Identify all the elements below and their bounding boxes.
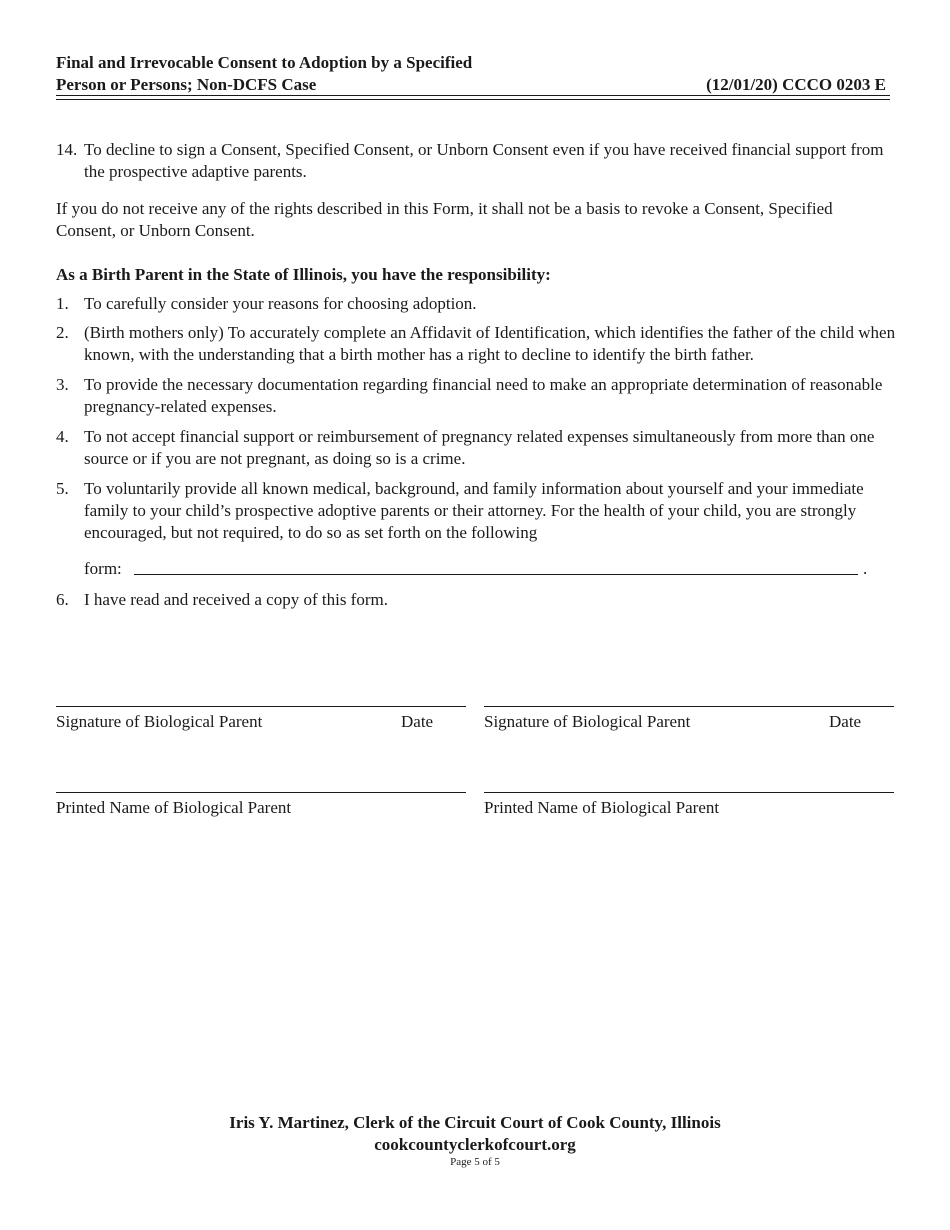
form-field-label: form:	[84, 559, 122, 578]
item-number: 5.	[56, 479, 69, 498]
item-text: To carefully consider your reasons for choosing adoption.	[84, 294, 477, 313]
item-text: (Birth mothers only) To accurately complete an Affidavit of Identification, which identifies the father of the child when known, with the understanding that a birth mother has a right to decline to identify the birth father.	[84, 323, 896, 364]
item-number: 4.	[56, 427, 69, 446]
signature-label-right: Signature of Biological Parent	[484, 712, 691, 731]
item-number: 1.	[56, 294, 69, 313]
form-code: (12/01/20) CCCO 0203 E	[706, 75, 886, 94]
date-label-right: Date	[829, 712, 862, 731]
responsibility-item-6	[56, 589, 896, 611]
signature-label-left: Signature of Biological Parent	[56, 712, 263, 731]
header-rule-bottom	[56, 99, 890, 100]
responsibility-item-3	[56, 374, 896, 418]
responsibility-item-4	[56, 426, 896, 470]
item-text: To provide the necessary documentation regarding financial need to make an appropriate determination of reasonable pregnancy-related expenses.	[84, 375, 883, 416]
rights-item-14	[56, 139, 896, 183]
form-field-period: .	[863, 559, 868, 578]
footer-website: cookcountyclerkofcourt.org	[374, 1135, 576, 1154]
form-title-line1: Final and Irrevocable Consent to Adoption by a Specified	[56, 53, 473, 72]
responsibility-item-2	[56, 322, 896, 366]
responsibilities-heading: As a Birth Parent in the State of Illinois, you have the responsibility:	[56, 265, 551, 284]
printed-name-line-left[interactable]	[56, 792, 466, 793]
item-number: 6.	[56, 590, 69, 609]
item-text: To not accept financial support or reimbursement of pregnancy related expenses simultaneously from more than one source or if you are not pregnant, as doing so is a crime.	[84, 427, 875, 468]
document-header	[56, 52, 890, 96]
responsibility-item-1	[56, 293, 896, 315]
printed-name-label-left: Printed Name of Biological Parent	[56, 798, 292, 817]
form-title-line2: Person or Persons; Non-DCFS Case	[56, 75, 317, 94]
page-number: Page 5 of 5	[450, 1156, 500, 1168]
date-label-left: Date	[401, 712, 434, 731]
signature-line-right[interactable]	[484, 706, 894, 707]
form-field-input-line[interactable]	[134, 574, 858, 575]
item-number: 3.	[56, 375, 69, 394]
item-text: I have read and received a copy of this form.	[84, 590, 388, 609]
responsibility-item-5	[56, 478, 896, 544]
item-text: To voluntarily provide all known medical, background, and family information about yourself and your immediate family to your child’s prospective adoptive parents or their attorney. For the health of your child, you are strongly encouraged, but not required, to do so as set forth on the following	[84, 479, 864, 542]
printed-name-line-right[interactable]	[484, 792, 894, 793]
item-text: To decline to sign a Consent, Specified Consent, or Unborn Consent even if you have received financial support from the prospective adaptive parents.	[84, 140, 884, 181]
item-number: 14.	[56, 140, 78, 159]
header-rule-top	[56, 95, 890, 96]
footer-clerk-name: Iris Y. Martinez, Clerk of the Circuit Court of Cook County, Illinois	[229, 1113, 721, 1132]
signature-line-left[interactable]	[56, 706, 466, 707]
rights-note: If you do not receive any of the rights described in this Form, it shall not be a basis to revoke a Consent, Specified Consent, or Unborn Consent.	[56, 199, 833, 240]
printed-name-label-right: Printed Name of Biological Parent	[484, 798, 720, 817]
item-number: 2.	[56, 323, 69, 342]
